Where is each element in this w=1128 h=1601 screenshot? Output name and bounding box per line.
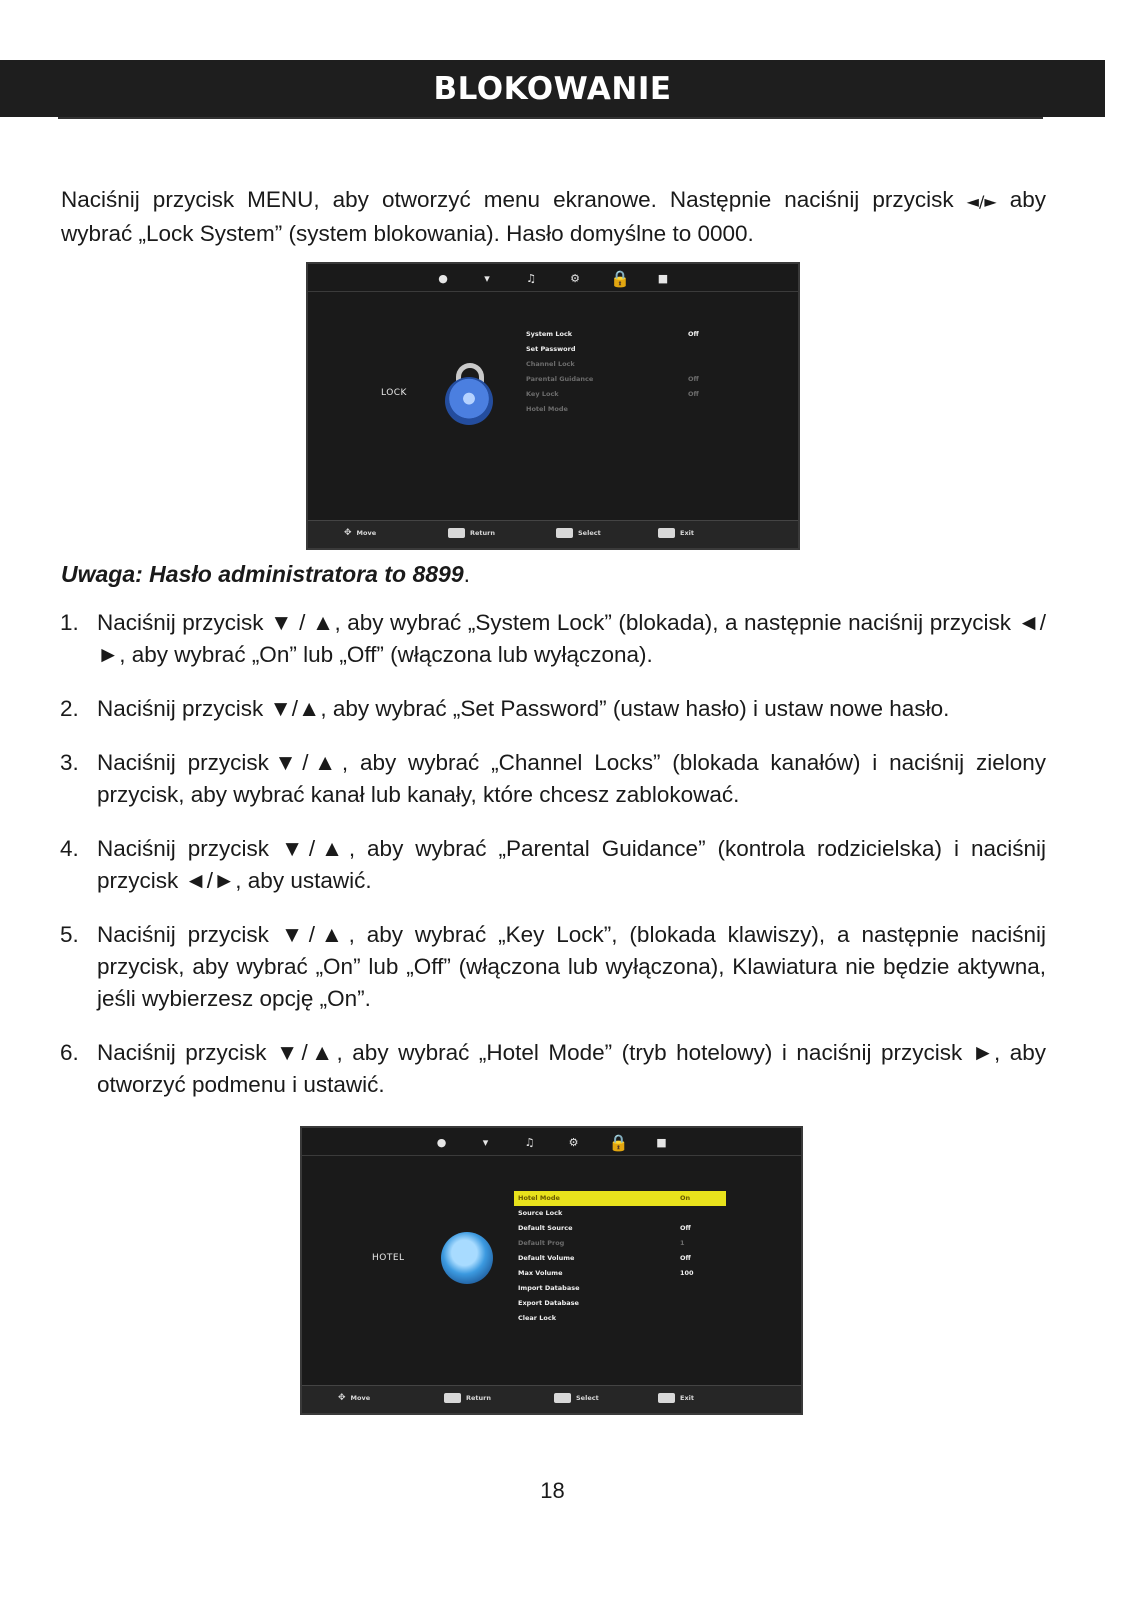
menu-item-export-database: Export Database (518, 1299, 579, 1307)
menu-item-parental-guidance: Parental Guidance Off (526, 375, 699, 383)
menu-item-default-source: Default Source Off (518, 1224, 691, 1232)
picture-icon: ● (438, 271, 448, 285)
instruction-steps (60, 607, 1046, 1123)
note-text: Uwaga: Hasło administratora to 8899 (61, 561, 464, 587)
step-item: 4. Naciśnij przycisk ▼/▲, aby wybrać „Parental Guidance” (kontrola rodzicielska) i naciśnij przycisk ◄/►, aby ustawić. (60, 836, 1046, 893)
menu-item-set-password: Set Password (526, 345, 576, 353)
menu-item-clear-lock: Clear Lock (518, 1314, 557, 1322)
intro-text-1: Naciśnij przycisk MENU, aby otworzyć menu ekranowe. Następnie naciśnij przycisk (61, 187, 954, 212)
ok-key-icon (556, 528, 573, 538)
sound-icon: ♫ (524, 1135, 535, 1149)
menu-section-label: LOCK (381, 388, 407, 398)
lock-menu-items (522, 327, 732, 417)
hotel-menu-screenshot (300, 1126, 803, 1415)
admin-password-note: Uwaga: Hasło administratora to 8899. (61, 561, 471, 587)
menu-section-label: HOTEL (372, 1253, 405, 1263)
menu-item-system-lock: System Lock Off (526, 330, 699, 338)
exit-key-icon (658, 528, 675, 538)
menu-hint-bar (302, 1385, 801, 1413)
screen-divider (302, 1155, 801, 1156)
menu-top-icons (302, 1128, 801, 1156)
hint-select: Select (554, 1393, 599, 1403)
hint-exit: Exit (658, 528, 694, 538)
hint-return: Return (444, 1393, 491, 1403)
lock-icon: 🔒 (610, 268, 630, 288)
hint-select: Select (556, 528, 601, 538)
menu-item-default-prog: Default Prog 1 (518, 1239, 685, 1247)
hint-move: ✥ Move (344, 528, 377, 538)
hint-exit: Exit (658, 1393, 694, 1403)
setup-icon: ⚙ (568, 1135, 579, 1149)
picture-icon: ● (436, 1135, 447, 1149)
step-item: 5. Naciśnij przycisk ▼/▲, aby wybrać „Key Lock”, (blokada klawiszy), a następnie naciśnij przycisk, aby wybrać „On” lub „Off” (włączona lub wyłączona), Klawiatura nie będzie aktywna, jeśli wybierzesz opcję „On”. (60, 922, 1046, 1011)
lock-menu-screenshot (306, 262, 800, 550)
ok-key-icon (554, 1393, 571, 1403)
hotel-menu-items (514, 1191, 726, 1326)
lock-icon: 🔒 (608, 1132, 629, 1152)
misc-icon: ■ (656, 1135, 667, 1149)
page-number: 18 (540, 1478, 565, 1503)
step-item: 2. Naciśnij przycisk ▼/▲, aby wybrać „Set Password” (ustaw hasło) i ustaw nowe hasło. (60, 696, 950, 721)
menu-item-key-lock: Key Lock Off (526, 390, 699, 398)
misc-icon: ■ (657, 271, 669, 285)
menu-item-source-lock: Source Lock (518, 1209, 563, 1217)
intro-paragraph (61, 184, 1046, 250)
menu-item-hotel-mode: Hotel Mode (526, 405, 568, 413)
step-item: 3. Naciśnij przycisk▼/▲, aby wybrać „Channel Locks” (blokada kanałów) i naciśnij zielony przycisk, aby wybrać kanał lub kanały, które chcesz zablokować. (60, 750, 1046, 807)
hint-return: Return (448, 528, 495, 538)
intro-text-2: aby wybrać „Lock System” (system blokowania). Hasło domyślne to 0000. (61, 187, 1046, 246)
screen-divider (308, 291, 798, 292)
step-item: 1. Naciśnij przycisk ▼ / ▲, aby wybrać „System Lock” (blokada), a następnie naciśnij przycisk ◄/►, aby wybrać „On” lub „Off” (włączona lub wyłączona). (60, 610, 1046, 667)
step-item: 6. Naciśnij przycisk ▼/▲, aby wybrać „Hotel Mode” (tryb hotelowy) i naciśnij przycisk ►, aby otworzyć podmenu i ustawić. (60, 1040, 1046, 1097)
padlock-icon (443, 363, 497, 425)
hint-move: ✥ Move (338, 1393, 371, 1403)
exit-key-icon (658, 1393, 675, 1403)
left-right-arrows-icon: ◄/► (966, 192, 997, 211)
menu-item-hotel-mode: Hotel Mode On (514, 1191, 726, 1206)
tv-icon (441, 1232, 493, 1284)
menu-top-icons (308, 264, 798, 292)
page-header (0, 60, 1105, 117)
header-divider (58, 117, 1043, 119)
sound-icon: ♫ (526, 271, 536, 285)
move-arrows-icon: ✥ (344, 528, 352, 538)
move-arrows-icon: ✥ (338, 1393, 346, 1403)
menu-hint-bar (308, 520, 798, 548)
menu-key-icon (448, 528, 465, 538)
menu-key-icon (444, 1393, 461, 1403)
channel-icon: ▾ (484, 271, 490, 285)
setup-icon: ⚙ (570, 271, 580, 285)
menu-item-channel-lock: Channel Lock (526, 360, 575, 368)
menu-item-default-volume: Default Volume Off (518, 1254, 691, 1262)
menu-item-import-database: Import Database (518, 1284, 580, 1292)
channel-icon: ▾ (482, 1135, 489, 1149)
menu-item-max-volume: Max Volume 100 (518, 1269, 694, 1277)
page-title: BLOKOWANIE (433, 70, 672, 107)
